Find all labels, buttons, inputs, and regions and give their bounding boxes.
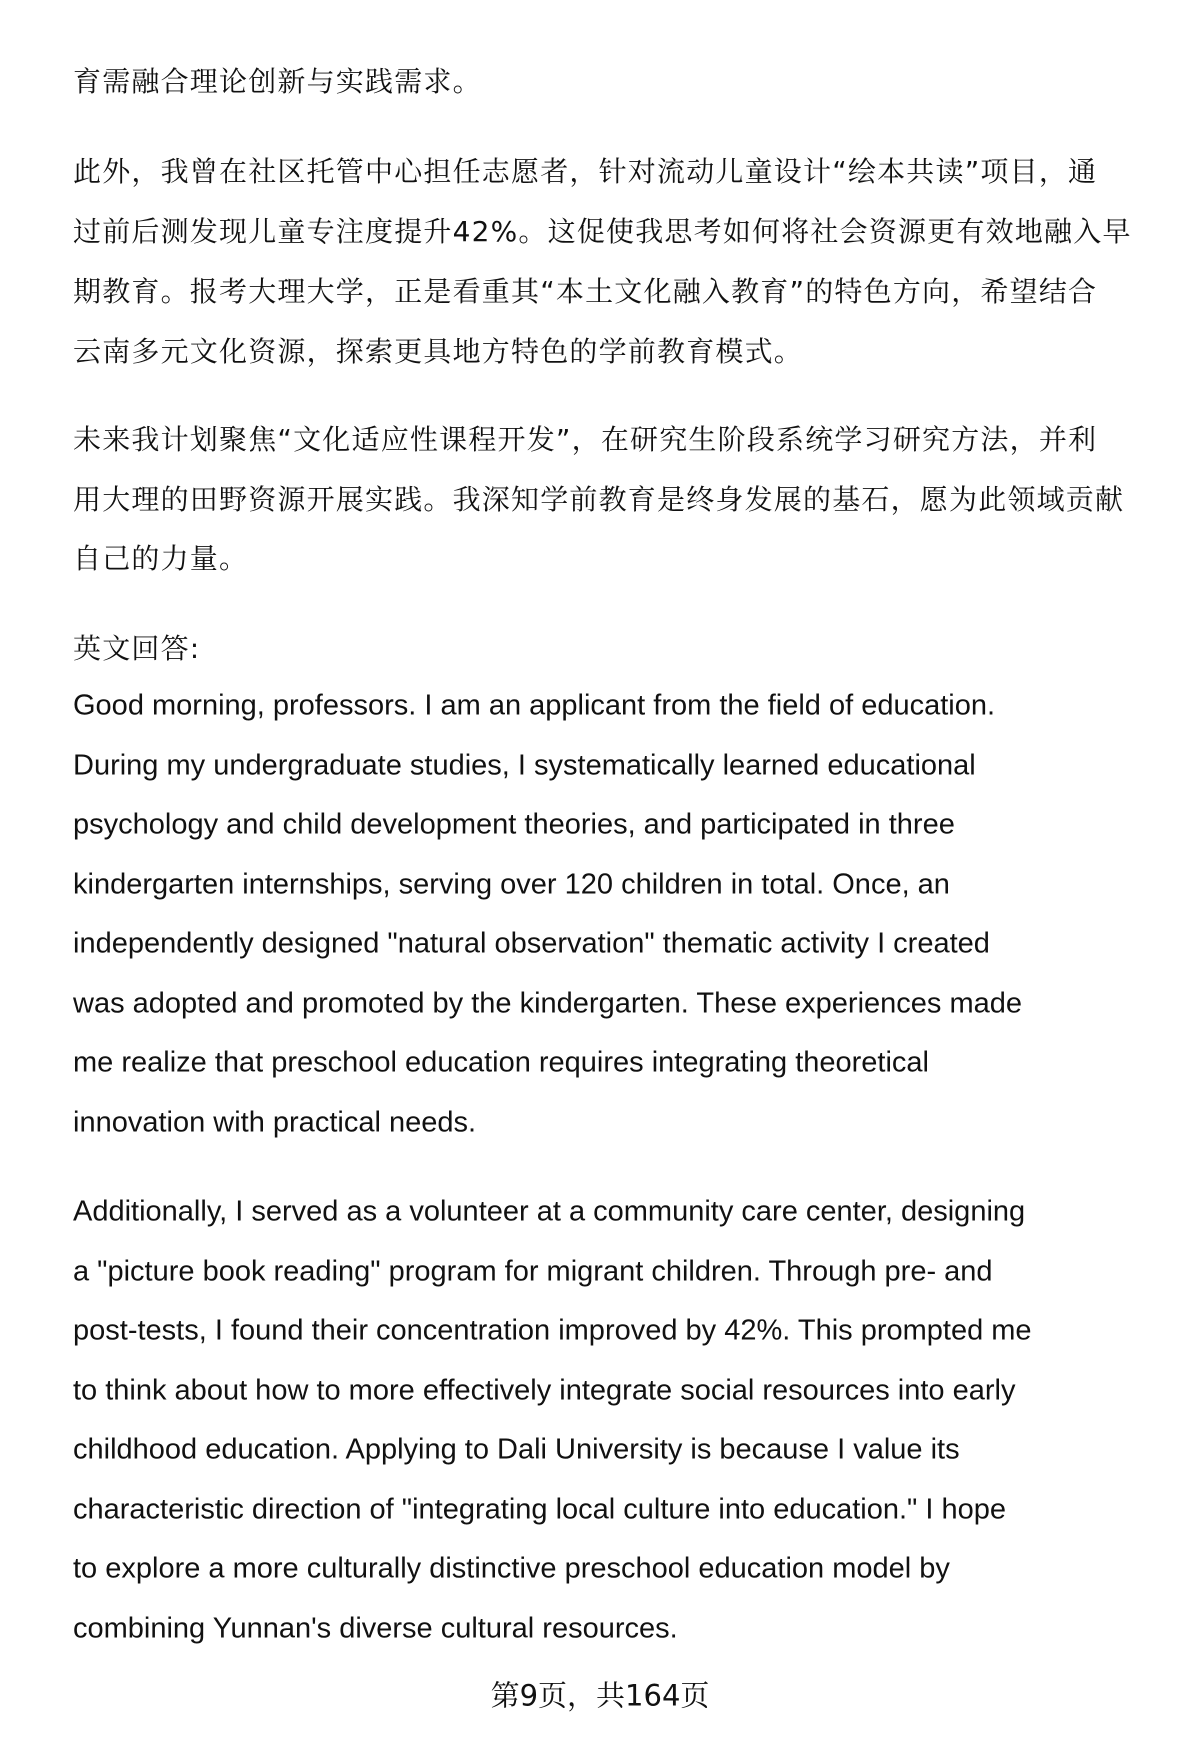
text-line: Good morning, professors. I am an applicant from the field of education.: [73, 689, 996, 722]
text-line: 期教育。报考大理大学，正是看重其“本土文化融入教育”的特色方向，希望结合: [73, 275, 1098, 308]
text-line: characteristic direction of "integrating local culture into education." I hope: [73, 1493, 1006, 1526]
text-line: me realize that preschool education requires integrating theoretical: [73, 1046, 929, 1079]
text-line: combining Yunnan's diverse cultural resources.: [73, 1612, 678, 1645]
text-line: 自己的力量。: [73, 542, 249, 575]
text-line: kindergarten internships, serving over 120 children in total. Once, an: [73, 868, 950, 901]
text-line: psychology and child development theories, and participated in three: [73, 808, 955, 841]
text-line: to think about how to more effectively integrate social resources into early: [73, 1374, 1016, 1407]
text-line: innovation with practical needs.: [73, 1106, 477, 1139]
text-line: Additionally, I served as a volunteer at a community care center, designing: [73, 1195, 1026, 1228]
text-line: post-tests, I found their concentration improved by 42%. This prompted me: [73, 1314, 1032, 1347]
text-line: was adopted and promoted by the kindergarten. These experiences made: [73, 987, 1023, 1020]
text-line: 未来我计划聚焦“文化适应性课程开发”，在研究生阶段系统学习研究方法，并利: [73, 423, 1098, 456]
text-line: childhood education. Applying to Dali University is because I value its: [73, 1433, 960, 1466]
text-line: 育需融合理论创新与实践需求。: [73, 65, 482, 98]
text-line: 云南多元文化资源，探索更具地方特色的学前教育模式。: [73, 335, 804, 368]
page-number: 第9页，共164页: [490, 1678, 710, 1713]
text-line: During my undergraduate studies, I systematically learned educational: [73, 749, 976, 782]
text-line: to explore a more culturally distinctive preschool education model by: [73, 1552, 950, 1585]
text-line: a "picture book reading" program for migrant children. Through pre- and: [73, 1255, 993, 1288]
english-heading: 英文回答:: [73, 632, 201, 665]
text-line: 用大理的田野资源开展实践。我深知学前教育是终身发展的基石，愿为此领域贡献: [73, 483, 1125, 516]
text-line: 此外，我曾在社区托管中心担任志愿者，针对流动儿童设计“绘本共读”项目，通: [73, 155, 1098, 188]
text-line: independently designed "natural observation" thematic activity I created: [73, 927, 990, 960]
text-line: 过前后测发现儿童专注度提升42%。这促使我思考如何将社会资源更有效地融入早: [73, 215, 1132, 248]
